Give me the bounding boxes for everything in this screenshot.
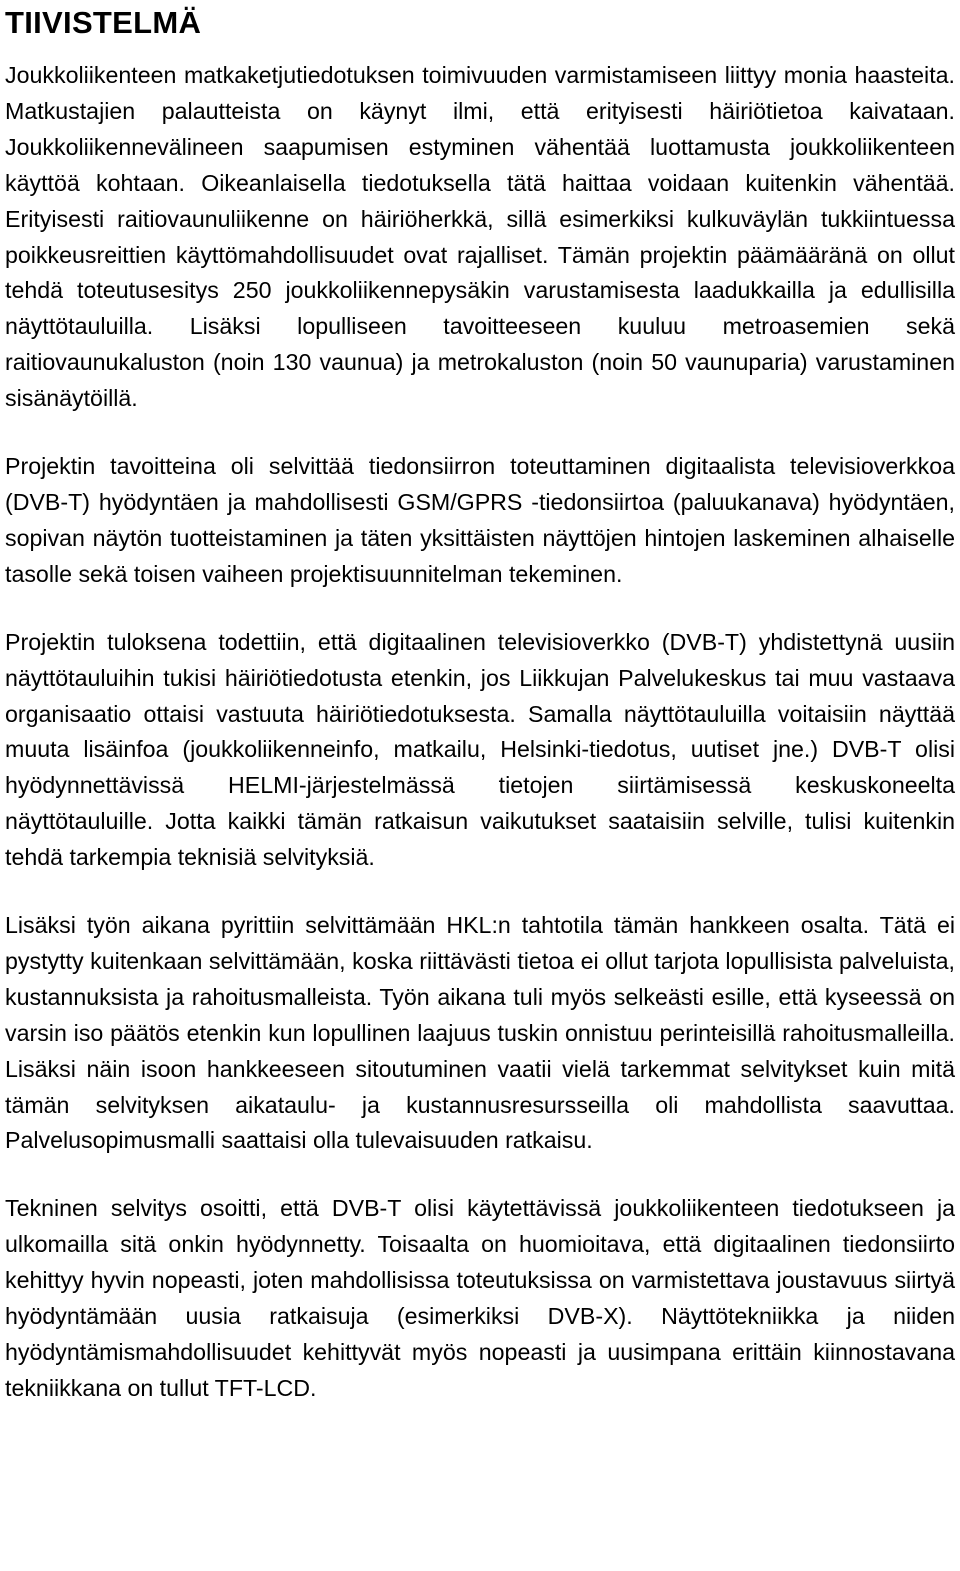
section-title: TIIVISTELMÄ (5, 5, 202, 40)
paragraph-objectives: Projektin tavoitteina oli selvittää tiedonsiirron toteuttaminen digitaalista televisioverkkoa (DVB-T) hyödyntäen ja mahdollisesti GSM/GPRS -tiedonsiirtoa (paluukanava) hyödyntäen, sopivan näytön tuotteistaminen ja täten yksittäisten näyttöjen hintojen laskeminen alhaiselle tasolle sekä toisen vaiheen projektisuunnitelman tekeminen. (5, 453, 955, 587)
paragraph-technical-review: Tekninen selvitys osoitti, että DVB-T olisi käytettävissä joukkoliikenteen tiedotukseen ja ulkomailla sitä onkin hyödynnetty. Toisaalta on huomioitava, että digitaalinen tiedonsiirto kehittyy hyvin nopeasti, joten mahdollisissa toteutuksissa on varmistettava joustavuus siirtyä hyödyntämään uusia ratkaisuja (esimerkiksi DVB-X). Näyttötekniikka ja niiden hyödyntämismahdollisuudet kehittyvät myös nopeasti ja uusimpana erittäin kiinnostavana tekniikkana on tullut TFT-LCD. (5, 1195, 955, 1401)
paragraph-summary: Joukkoliikenteen matkaketjutiedotuksen toimivuuden varmistamiseen liittyy monia haasteita. Matkustajien palautteista on käynyt ilmi, että erityisesti häiriötietoa kaivataan. Joukkoliikennevälineen saapumisen estyminen vähentää luottamusta joukkoliikenteen käyttöä kohtaan. Oikeanlaisella tiedotuksella tätä haittaa voidaan kuitenkin vähentää. Erityisesti raitiovaunuliikenne on häiriöherkkä, sillä esimerkiksi kulkuväylän tukkiintuessa poikkeusreittien käyttömahdollisuudet ovat rajalliset. Tämän projektin päämääränä on ollut tehdä toteutusesitys 250 joukkoliikennepysäkin varustamisesta laadukkailla ja edullisilla näyttötauluilla. Lisäksi lopulliseen tavoitteeseen kuuluu metroasemien sekä raitiovaunukaluston (noin 130 vaunua) ja metrokaluston (noin 50 vaunuparia) varustaminen sisänäytöillä. (5, 62, 955, 412)
paragraph-hkl-intent: Lisäksi työn aikana pyrittiin selvittämään HKL:n tahtotila tämän hankkeen osalta. Tätä ei pystytty kuitenkaan selvittämään, koska riittävästi tietoa ei ollut tarjota lopullisista palveluista, kustannuksista ja rahoitusmalleista. Työn aikana tuli myös selkeästi esille, että kyseessä on varsin iso päätös etenkin kun lopullinen laajuus tuskin onnistuu perinteisillä rahoitusmalleilla. Lisäksi näin isoon hankkeeseen sitoutuminen vaatii vielä tarkemmat selvitykset kuin mitä tämän selvityksen aikataulu- ja kustannusresursseilla oli mahdollista saavuttaa. Palvelusopimusmalli saattaisi olla tulevaisuuden ratkaisu. (5, 912, 955, 1154)
document-page (5, 0, 955, 1407)
paragraph-results: Projektin tuloksena todettiin, että digitaalinen televisioverkko (DVB-T) yhdistettynä uusiin näyttötauluihin tukisi häiriötiedotusta etenkin, jos Liikkujan Palvelukeskus tai muu vastaava organisaatio ottaisi vastuuta häiriötiedotuksesta. Samalla näyttötauluilla voitaisiin näyttää muuta lisäinfoa (joukkoliikenneinfo, matkailu, Helsinki-tiedotus, uutiset jne.) DVB-T olisi hyödynnettävissä HELMI-järjestelmässä tietojen siirtämisessä keskuskoneelta näyttötauluille. Jotta kaikki tämän ratkaisun vaikutukset saataisiin selville, tulisi kuitenkin tehdä tarkempia teknisiä selvityksiä. (5, 628, 955, 871)
